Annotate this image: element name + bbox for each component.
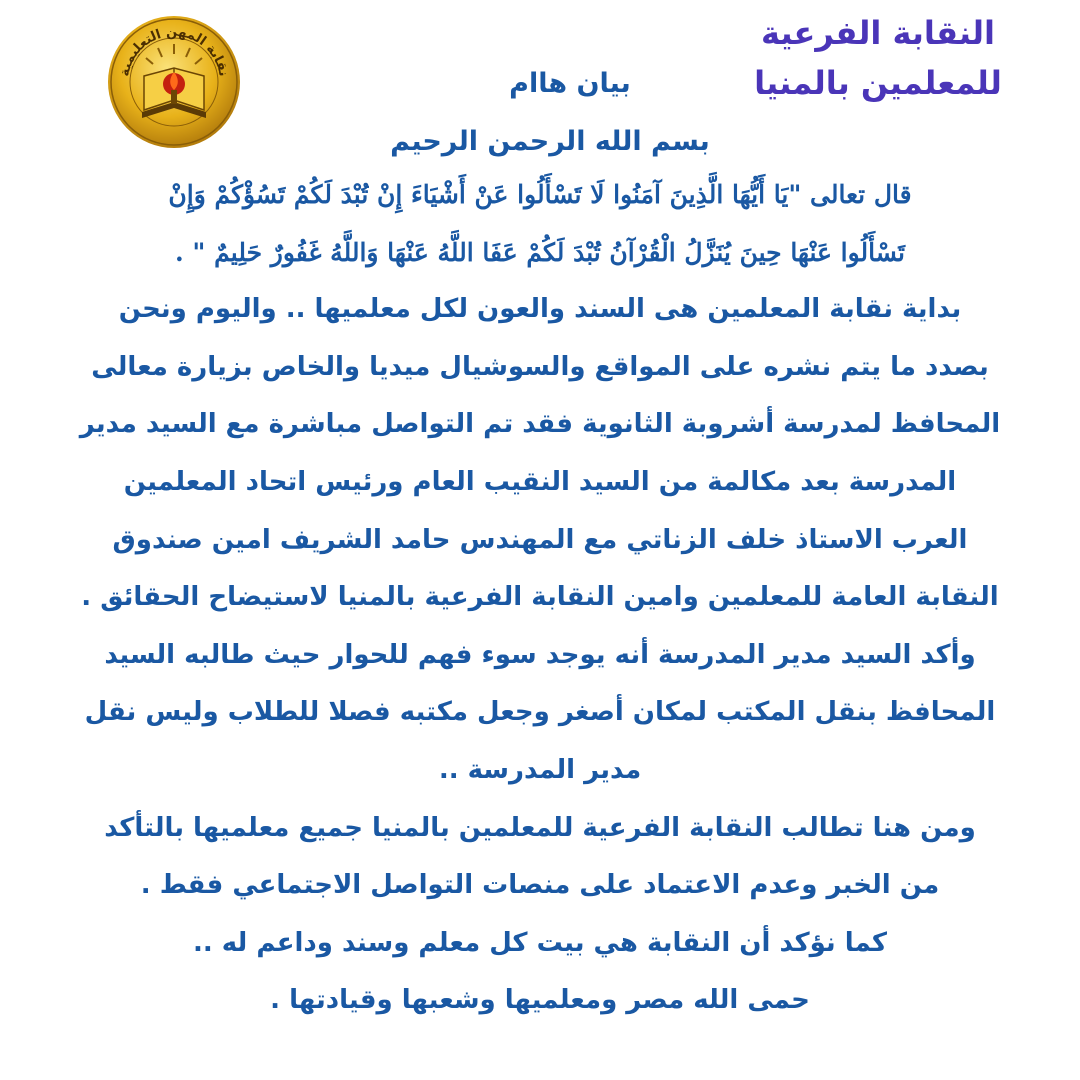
statement-line: حمى الله مصر ومعلميها وشعبها وقيادتها . [270, 985, 810, 1016]
teachers-syndicate-seal-icon [106, 14, 242, 150]
logo-ring-text: نقابة المهن التعليمية [117, 24, 231, 78]
statement-line: المحافظ بنقل المكتب لمكان أصغر وجعل مكتبه فصلا للطلاب وليس نقل [84, 697, 996, 728]
statement-line: تَسْأَلُوا عَنْهَا حِينَ يُنَزَّلُ الْقُرْآنُ تُبْدَ لَكُمْ عَفَا اللَّهُ عَنْهَا وَاللَّهُ غَفُورٌ حَلِيمٌ " . [175, 237, 905, 267]
statement-body [26, 166, 1054, 1030]
organization-name [728, 8, 1028, 108]
statement-line: كما نؤكد أن النقابة هي بيت كل معلم وسند وداعم له .. [192, 927, 888, 958]
statement-line: بداية نقابة المعلمين هى السند والعون لكل معلميها .. واليوم ونحن [118, 294, 962, 325]
statement-line: قال تعالى "يَا أَيُّهَا الَّذِينَ آمَنُوا لَا تَسْأَلُوا عَنْ أَشْيَاءَ إِنْ تُبْدَ لَكُمْ تَسُؤْكُمْ وَإِنْ [168, 180, 912, 209]
basmala: بسم الله الرحمن الرحيم [390, 126, 710, 157]
statement-line: النقابة العامة للمعلمين وامين النقابة الفرعية بالمنيا لاستيضاح الحقائق . [81, 582, 999, 613]
statement-line: وأكد السيد مدير المدرسة أنه يوجد سوء فهم للحوار حيث طالبه السيد [104, 639, 976, 670]
statement-line: المحافظ لمدرسة أشروبة الثانوية فقد تم التواصل مباشرة مع السيد مدير [79, 409, 1001, 440]
statement-line: العرب الاستاذ خلف الزناتي مع المهندس حامد الشريف امين صندوق [112, 524, 968, 555]
statement-title: بيان هاام [509, 68, 631, 99]
statement-line: مدير المدرسة .. [438, 754, 642, 785]
statement-line: من الخبر وعدم الاعتماد على منصات التواصل الاجتماعي فقط . [140, 870, 940, 901]
statement-line: المدرسة بعد مكالمة من السيد النقيب العام ورئيس اتحاد المعلمين [123, 466, 957, 497]
organization-line-2: للمعلمين بالمنيا [754, 64, 1002, 102]
organization-line-1: النقابة الفرعية [761, 14, 995, 52]
statement-line: بصدد ما يتم نشره على المواقع والسوشيال ميديا والخاص بزيارة معالى [91, 351, 989, 382]
statement-line: ومن هنا تطالب النقابة الفرعية للمعلمين بالمنيا جميع معلميها بالتأكد [104, 812, 976, 843]
